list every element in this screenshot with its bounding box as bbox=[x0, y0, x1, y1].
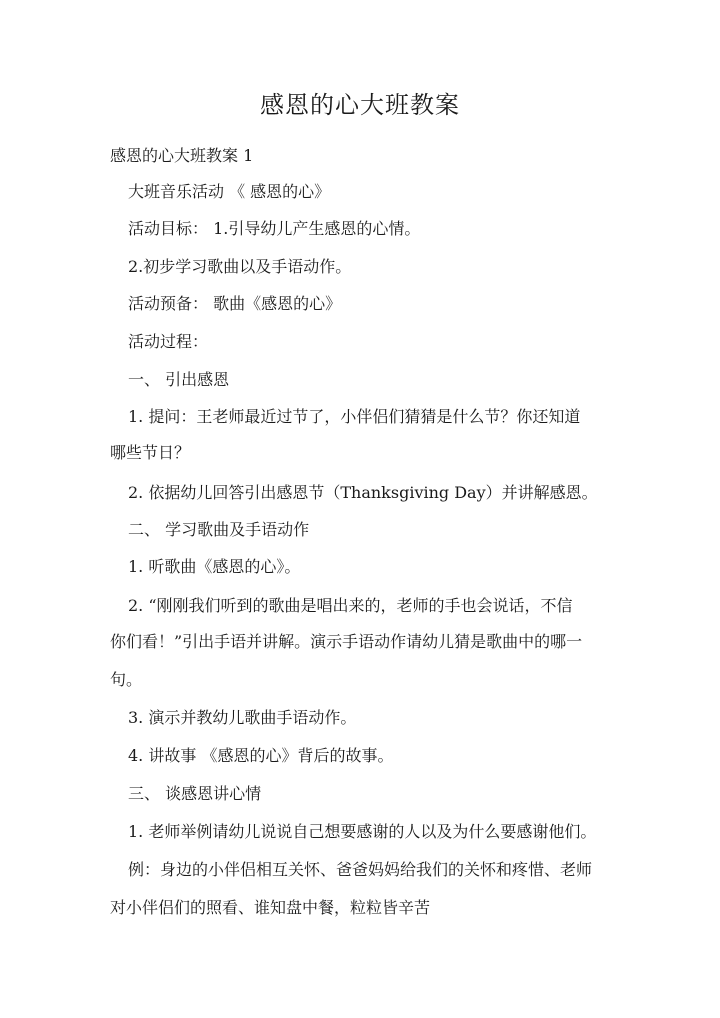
paragraph-line: 2. “刚刚我们听到的歌曲是唱出来的，老师的手也会说话，不信 bbox=[128, 596, 573, 615]
paragraph-line: 你们看！”引出手语并讲解。演示手语动作请幼儿猜是歌曲中的哪一 bbox=[110, 632, 583, 651]
paragraph-line: 3. 演示并教幼儿歌曲手语动作。 bbox=[128, 708, 357, 727]
paragraph-line: 一、 引出感恩 bbox=[128, 370, 230, 389]
paragraph-line: 活动过程： bbox=[128, 332, 209, 351]
paragraph-line: 1. 听歌曲《感恩的心》。 bbox=[128, 557, 301, 576]
paragraph-line: 三、 谈感恩讲心情 bbox=[128, 784, 262, 803]
paragraph-line: 活动预备： 歌曲《感恩的心》 bbox=[128, 294, 342, 313]
document-title: 感恩的心大班教案 bbox=[260, 91, 460, 119]
paragraph-line: 2. 依据幼儿回答引出感恩节（Thanksgiving Day）并讲解感恩。 bbox=[128, 483, 598, 502]
paragraph-line: 例：身边的小伴侣相互关怀、爸爸妈妈给我们的关怀和疼惜、老师 bbox=[128, 860, 593, 879]
paragraph-line: 1. 提问：王老师最近过节了，小伴侣们猜猜是什么节？你还知道 bbox=[128, 407, 581, 426]
paragraph-line: 大班音乐活动 《 感恩的心》 bbox=[128, 182, 331, 201]
paragraph-line: 活动目标： 1.引导幼儿产生感恩的心情。 bbox=[128, 219, 421, 238]
paragraph-line: 对小伴侣们的照看、谁知盘中餐，粒粒皆辛苦 bbox=[110, 898, 431, 917]
paragraph-line: 2.初步学习歌曲以及手语动作。 bbox=[128, 257, 352, 276]
paragraph-line: 句。 bbox=[110, 670, 143, 689]
paragraph-line: 4. 讲故事 《感恩的心》背后的故事。 bbox=[128, 746, 394, 765]
paragraph-line: 哪些节日？ bbox=[110, 443, 191, 462]
paragraph-line: 二、 学习歌曲及手语动作 bbox=[128, 520, 310, 539]
section-heading: 感恩的心大班教案 1 bbox=[110, 146, 254, 165]
paragraph-line: 1. 老师举例请幼儿说说自己想要感谢的人以及为什么要感谢他们。 bbox=[128, 822, 597, 841]
